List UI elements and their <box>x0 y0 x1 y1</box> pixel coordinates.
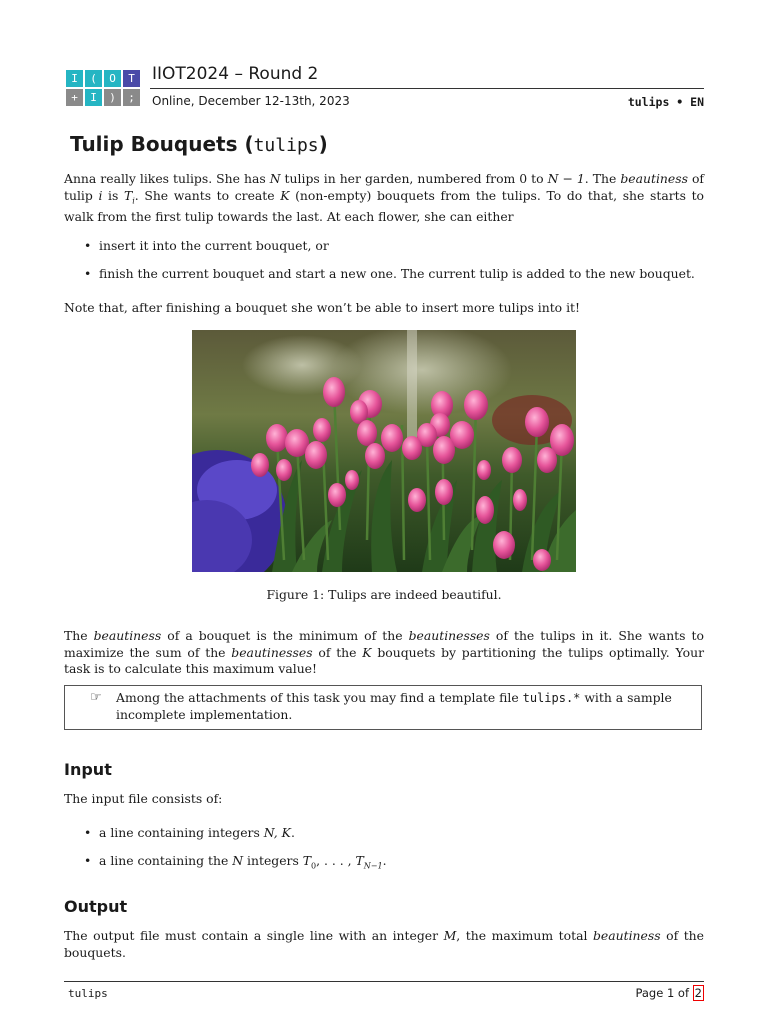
list-item: • finish the current bouquet and start a new one. The current tulip is added to the new bouquet. <box>64 266 704 283</box>
task-paragraph: The beautiness of a bouquet is the minimum of the beautinesses of the tulips in it. She wants to maximize the sum of the beautinesses of the K bouquets by partitioning the tulips optimally. Your task is to calculate this maximum value! <box>64 628 704 676</box>
footer-task-name: tulips <box>68 987 108 1000</box>
logo-cell: ) <box>104 89 121 106</box>
options-list <box>64 238 704 293</box>
logo-cell: O <box>104 70 121 87</box>
input-heading: Input <box>64 760 112 779</box>
logo-cell: ; <box>123 89 140 106</box>
page-number: Page 1 of 2 <box>635 986 702 1000</box>
attachment-note-text: Among the attachments of this task you may find a template file tulips.* with a sample incomplete implementation. <box>116 690 672 722</box>
output-heading: Output <box>64 897 128 916</box>
task-tag: tulips • EN <box>627 95 704 109</box>
logo-cell: I <box>66 70 83 87</box>
figure-caption: Figure 1: Tulips are indeed beautiful. <box>266 587 502 602</box>
note-text: Note that, after finishing a bouquet she won’t be able to insert more tulips into it! <box>64 300 581 315</box>
logo-cell: + <box>66 89 83 106</box>
logo-cell: ( <box>85 70 102 87</box>
iiot-logo <box>66 70 142 108</box>
header-rule <box>150 88 704 89</box>
tulips-photo <box>192 330 576 572</box>
list-item: • a line containing integers N, K. <box>64 825 704 842</box>
contest-subtitle: Online, December 12-13th, 2023 <box>152 94 350 108</box>
footer-rule <box>64 981 704 982</box>
logo-cell: I <box>85 89 102 106</box>
input-intro: The input file consists of: <box>64 791 223 806</box>
attachment-note-box <box>64 685 702 730</box>
intro-paragraph: Anna really likes tulips. She has N tulips in her garden, numbered from 0 to N − 1. The beautiness of tulip i is $T_i$. She wants to create K (non-empty) bouquets from the tulips. To do that, she starts to walk from the first tulip towards the last. At each flower, she can either <box>64 171 705 225</box>
input-list <box>64 825 704 885</box>
list-item: • insert it into the current bouquet, or <box>64 238 704 255</box>
contest-title: IIOT2024 – Round 2 <box>152 64 319 84</box>
output-paragraph: The output file must contain a single line with an integer M, the maximum total beautiness of the bouquets. <box>64 928 704 960</box>
pointing-hand-icon: ☞ <box>90 690 102 705</box>
page-title: Tulip Bouquets (tulips) <box>70 132 328 156</box>
list-item: • a line containing the N integers $T_0$, . . . , $T_{N-1}$. <box>64 853 704 875</box>
page-total-link[interactable]: 2 <box>694 986 702 1000</box>
logo-cell: T <box>123 70 140 87</box>
